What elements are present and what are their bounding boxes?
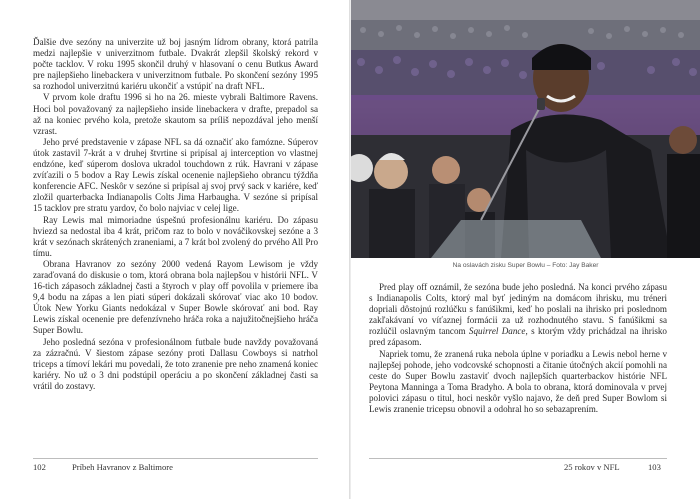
paragraph: Obrana Havranov zo sezóny 2000 vedená Rayom Lewisom je vždy zaraďovaná do diskusie o tom, ktorá obrana bola najlepšou v histórii NFL. V 16-tich zápasoch základnej časti a štyroch v play off povolila v priemere iba 9,4 bodu na zápas a len piati súperi dokázali skórovať viac ako 10 bodov. Útok New Yorku Giants nedokázal v Super Bowle skórovať ani bod. Ray Lewis získal ocenenie pre defenzívneho hráča roka a najužitočnejšieho hráča Super Bowlu. xyxy=(33,258,318,336)
paragraph xyxy=(369,282,667,349)
celebration-photo xyxy=(351,0,700,258)
paragraph: V prvom kole draftu 1996 si ho na 26. mieste vybrali Baltimore Ravens. Hoci bol považovaný za najlepšieho inside linebackera v drafte, prepadol sa až na koniec prvého kola, pretože skautom sa príliš nepozdával jeho menší vzrast. xyxy=(33,92,318,136)
paragraph-text: , s ktorým vždy prichádzal na ihrisko pred zápasom. xyxy=(369,326,667,348)
dance-name: Squirrel Dance xyxy=(468,326,526,337)
running-head: 25 rokov v NFL xyxy=(564,462,620,472)
right-page xyxy=(351,0,700,499)
footer-rule xyxy=(369,458,667,459)
paragraph: Napriek tomu, že zranená ruka nebola úplne v poriadku a Lewis nebol herne v najlepšej pohode, jeho vodcovské schopnosti a čitanie útočných akcií pomohli na ceste do Super Bowlu zastaviť dvoch najlepších quarterbackov histórie NFL Peytona Manninga a Toma Bradyho. A bola to obrana, ktorá dominovala v prvej polovici zápasu o titul, hoci neskôr vyšlo najavo, že deň pred Super Bowlom si Lewis zranenie tricepsu obnovil a odohral ho so sebazaprením. xyxy=(369,348,667,415)
photo-caption: Na oslavách zisku Super Bowlu – Foto: Jay Baker xyxy=(452,262,599,269)
paragraph: Ray Lewis mal mimoriadne úspešnú profesionálnu kariéru. Do zápasu hviezd sa nedostal iba 4 krát, pričom raz to bolo v nováčikovskej sezóne a 3 krát v sezónach skrátených zraneniami, a 7 krát bol zvolený do prvého All Pro tímu. xyxy=(33,214,318,258)
left-body-text xyxy=(33,37,318,392)
footer-rule xyxy=(33,458,318,459)
page-number: 102 xyxy=(33,462,46,472)
running-head: Príbeh Havranov z Baltimore xyxy=(72,462,173,472)
photo-illustration xyxy=(351,0,700,258)
paragraph: Jeho posledná sezóna v profesionálnom futbale bude navždy považovaná za zázračnú. V šiestom zápase sezóny proti Dallasu Cowboys si natrhol triceps a tímoví lekári mu povedali, že toto zranenie pre neho znamená koniec kariéry. No už o 3 dni podstúpil operáciu a po skončení základnej časti sa vrátil do zostavy. xyxy=(33,336,318,391)
page-number: 103 xyxy=(648,462,661,472)
paragraph: Ďalšie dve sezóny na univerzite už boj jasným lídrom obrany, ktorá patrila medzi najlepšie v univerzitnom futbale. Dvakrát zlepšil školský rekord v počte tacklov. V roku 1995 skončil druhý v hlasovaní o cenu Butkus Award pre najlepšieho linebackera v univerzitnom futbale. Po skončení sezóny 1995 sa rozhodol univerzitnú kariéru ukončiť a vstúpiť na draft NFL. xyxy=(33,37,318,92)
paragraph-text: Pred play off oznámil, že sezóna bude jeho posledná. Na konci prvého zápasu s Indianapolis Colts, ktorý mal byť jediným na domácom ihrisku, mu tréneri dopriali dôstojnú rozlúčku s fanúšikmi, keď ho poslali na ihrisko pri poslednom zakľakávaní vo víťaznej formácii za už rozhodnutého stavu. S fanúšikmi sa rozlúčil oslavným tancom xyxy=(369,282,667,337)
paragraph: Jeho prvé predstavenie v zápase NFL sa dá označiť ako famózne. Súperov útok zastavil 7-krát a v druhej štvrtine si pripísal aj interception vo vlastnej endzóne, keď súperom doslova ukradol touchdown z rúk. Havrani v zápase zvíťazili o 5 bodov a Ray Lewis získal ocenenie najlepšieho obrancu týždňa konferencie AFC. Neskôr v sezóne si pripísal aj svoj prvý sack v kariére, keď zložil quarterbacka Indianapolis Colts Jima Harbaugha. V sezóne si pripísal 15 tacklov pre stratu yardov, čo bolo najviac v celej lige. xyxy=(33,136,318,214)
left-page xyxy=(0,0,349,499)
right-body-text xyxy=(369,282,667,415)
